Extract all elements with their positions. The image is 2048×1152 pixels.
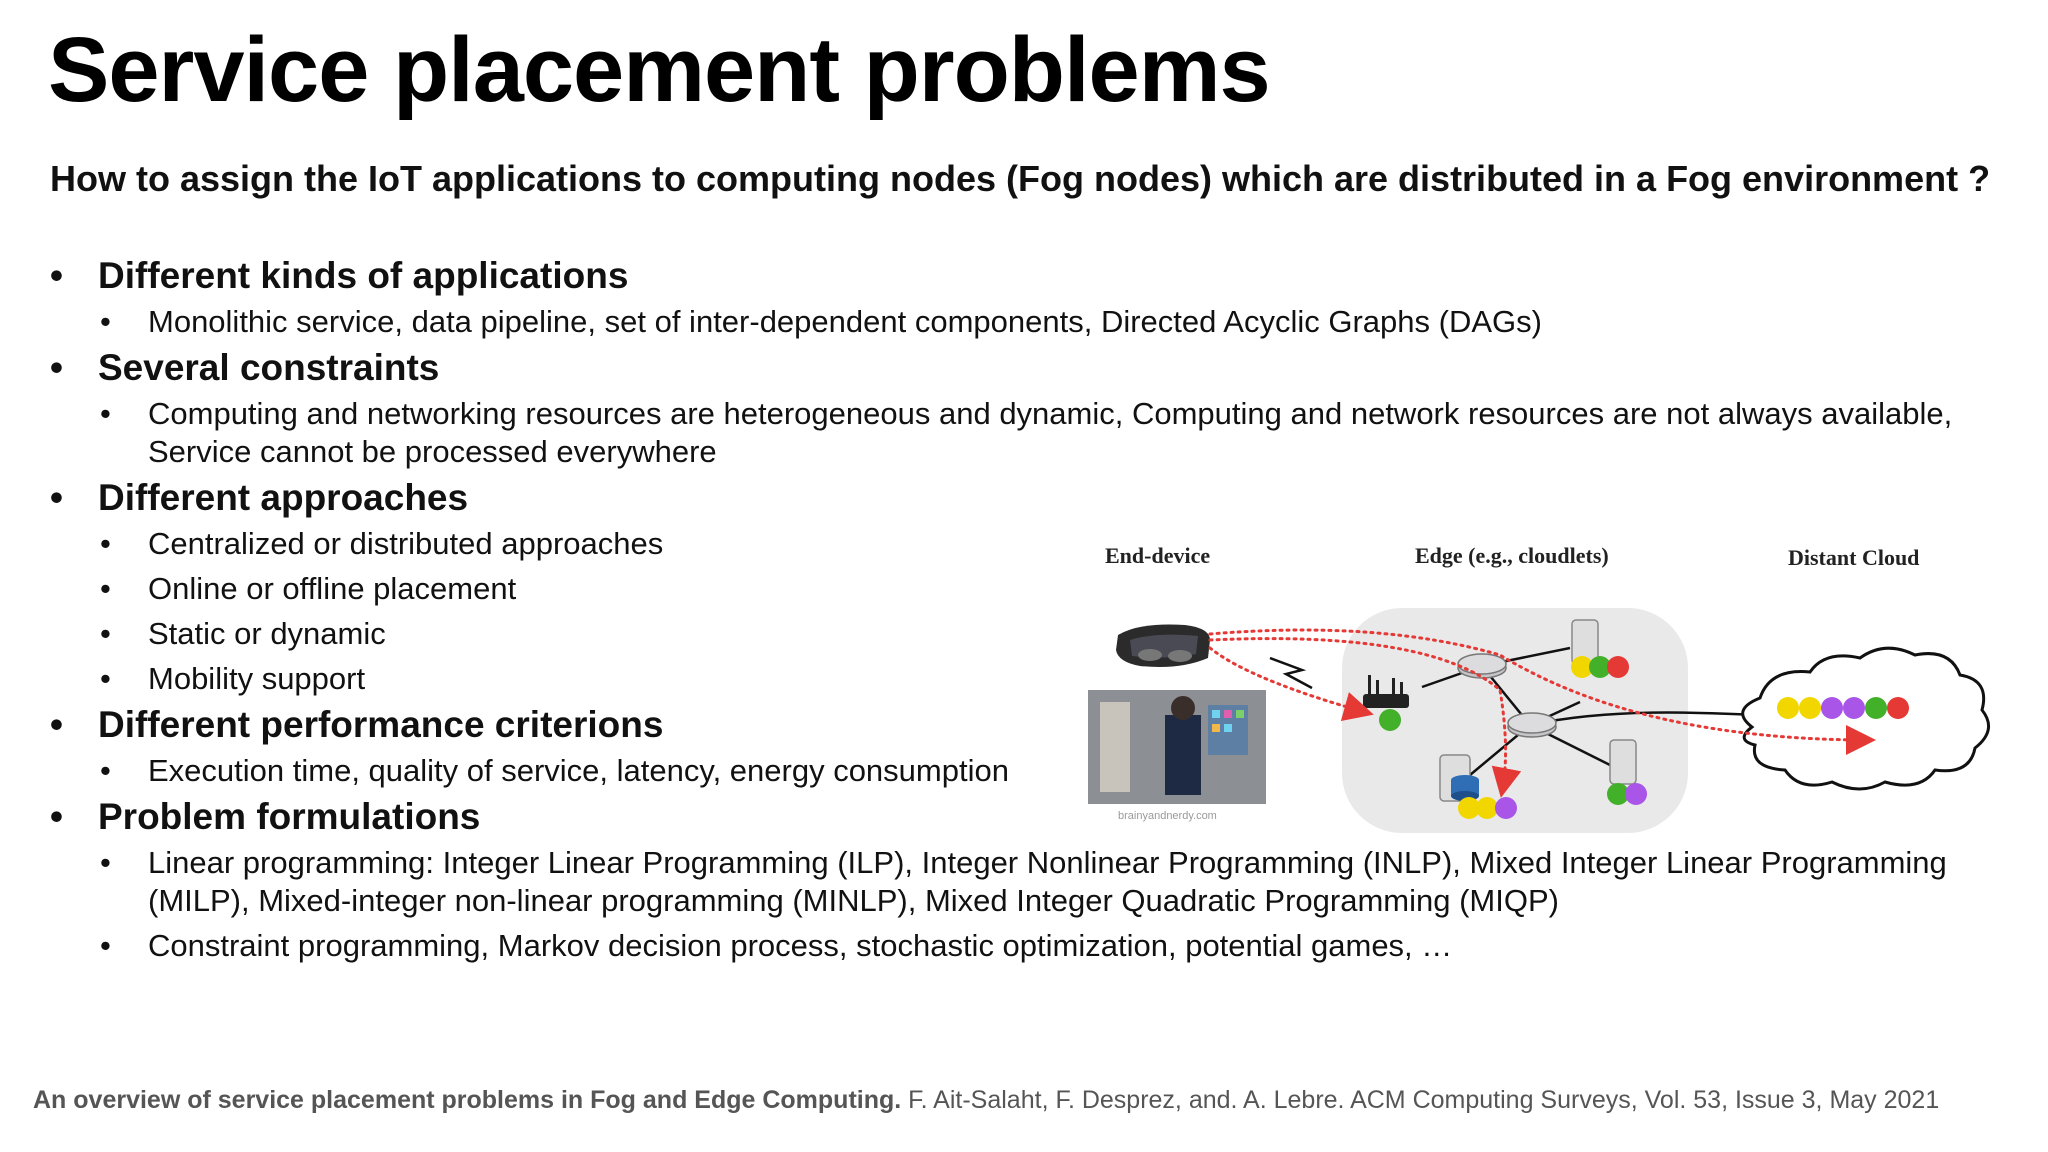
router-icon	[1458, 654, 1506, 678]
section-heading-formulations: • Problem formulations	[50, 794, 2010, 840]
bullet-icon: •	[50, 477, 63, 518]
bullet-icon: •	[100, 304, 111, 339]
section-heading-applications: • Different kinds of applications	[50, 253, 2010, 299]
list-item: • Constraint programming, Markov decision process, stochastic optimization, potential games, …	[100, 928, 1453, 963]
list-item: • Monolithic service, data pipeline, set of inter-dependent components, Directed Acyclic Graphs (DAGs)	[100, 304, 1542, 339]
list-item-continuation: (MILP), Mixed-integer non-linear programming (MINLP), Mixed Integer Quadratic Programming (MIQP)	[148, 883, 1559, 918]
cloud-icon	[1743, 648, 1989, 789]
server-icon	[1610, 740, 1636, 784]
fog-architecture-diagram	[1080, 530, 2005, 840]
list-item: • Centralized or distributed approaches	[100, 526, 664, 561]
bullet-icon: •	[100, 753, 111, 788]
label-cloud: Distant Cloud	[1788, 545, 1920, 570]
bullet-icon: •	[50, 796, 63, 837]
bullet-icon: •	[100, 526, 111, 561]
photo-watermark: brainyandnerdy.com	[1118, 810, 1217, 822]
list-item: • Linear programming: Integer Linear Programming (ILP), Integer Nonlinear Programming (INLP), Mixed Integer Linear Programming	[100, 845, 1947, 880]
reference-details: F. Ait-Salaht, F. Desprez, and. A. Lebre. ACM Computing Surveys, Vol. 53, Issue 3, May 2021	[901, 1086, 1940, 1114]
section-heading-constraints: • Several constraints	[50, 345, 2010, 391]
list-item: • Mobility support	[100, 661, 366, 696]
bullet-icon: •	[100, 845, 111, 880]
reference-title: An overview of service placement problems in Fog and Edge Computing.	[33, 1086, 902, 1114]
list-item: • Execution time, quality of service, latency, energy consumption	[100, 753, 1009, 788]
bullet-icon: •	[100, 661, 111, 696]
section-heading-approaches: • Different approaches	[50, 475, 2010, 521]
bullet-icon: •	[100, 928, 111, 963]
bullet-icon: •	[100, 396, 111, 431]
section-heading-performance: • Different performance criterions	[50, 702, 2010, 748]
slide-title: Service placement problems	[48, 19, 1270, 121]
label-end-device: End-device	[1105, 543, 1211, 568]
ar-headset-icon	[1116, 624, 1210, 667]
slide-question: How to assign the IoT applications to computing nodes (Fog nodes) which are distributed in a Fog environment ?	[50, 158, 1991, 199]
user-photo-image	[1088, 690, 1266, 804]
router-icon	[1508, 713, 1556, 737]
list-item: • Online or offline placement	[100, 571, 517, 606]
bullet-icon: •	[100, 571, 111, 606]
list-item: • Computing and networking resources are heterogeneous and dynamic, Computing and network resources are not always available,	[100, 396, 1953, 431]
bullet-icon: •	[50, 704, 63, 745]
bullet-icon: •	[50, 347, 63, 388]
label-edge: Edge (e.g., cloudlets)	[1415, 543, 1609, 568]
list-item-continuation: Service cannot be processed everywhere	[148, 434, 717, 469]
reference-citation	[33, 1086, 1939, 1115]
bullet-icon: •	[50, 255, 63, 296]
list-item: • Static or dynamic	[100, 616, 386, 651]
bullet-icon: •	[100, 616, 111, 651]
